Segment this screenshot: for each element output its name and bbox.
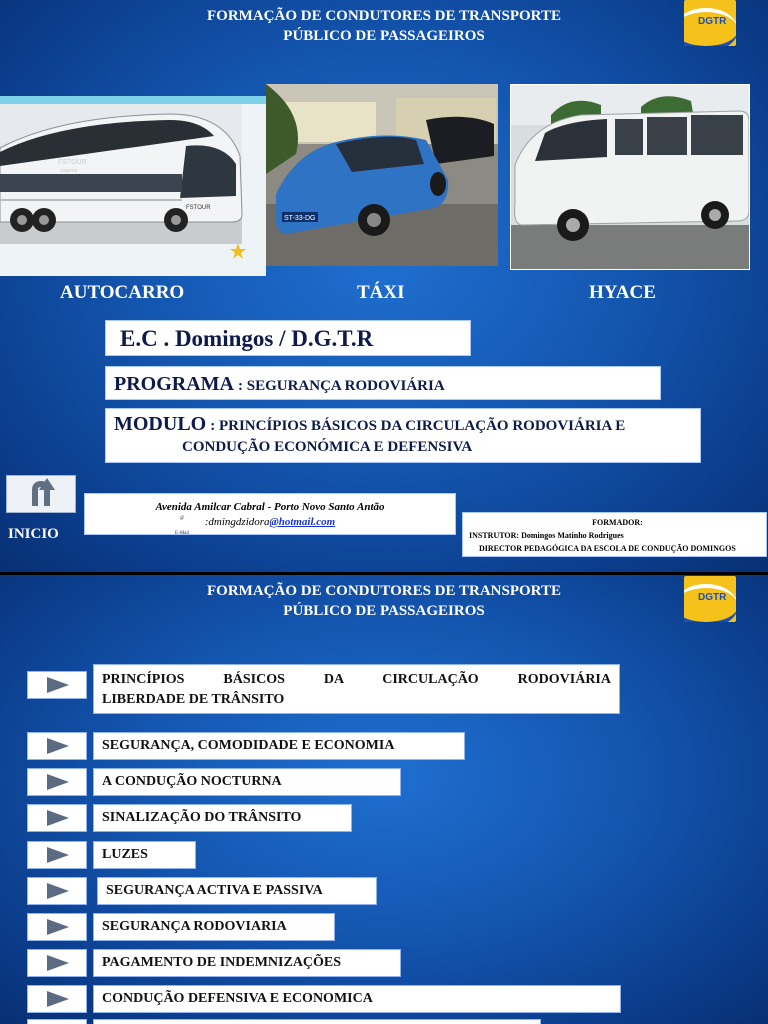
modulo-line-2: CONDUÇÃO ECONÓMICA E DEFENSIVA bbox=[182, 439, 473, 455]
inicio-button[interactable] bbox=[6, 475, 76, 513]
formador-box bbox=[462, 512, 767, 557]
logo-text: DGTR bbox=[698, 16, 727, 27]
slide-index bbox=[0, 575, 768, 1024]
menu-item-seguranca-comodidade[interactable]: SEGURANÇA, COMODIDADE E ECONOMIA bbox=[93, 732, 465, 760]
menu-item-seguranca-activa[interactable]: SEGURANÇA ACTIVA E PASSIVA bbox=[97, 877, 377, 905]
bus-brand: FSTOUR bbox=[58, 159, 87, 166]
email-link[interactable]: @hotmail.com bbox=[269, 516, 336, 528]
item-arrow-button[interactable] bbox=[27, 949, 87, 977]
bus-brand-sub: viagens bbox=[60, 168, 78, 174]
taxi-plate: ST-33-DG bbox=[284, 215, 316, 222]
item-arrow-button[interactable] bbox=[27, 1019, 87, 1024]
inicio-label: INICIO bbox=[8, 526, 59, 542]
address-text: Avenida Amilcar Cabral - Porto Novo Santo Antão bbox=[155, 501, 385, 513]
menu-item-conducao-defensiva[interactable]: CONDUÇÃO DEFENSIVA E ECONOMICA bbox=[93, 985, 621, 1013]
item-arrow-button[interactable] bbox=[27, 985, 87, 1013]
item-line-2: LIBERDADE DE TRÂNSITO bbox=[102, 692, 285, 707]
item-arrow-button[interactable] bbox=[27, 841, 87, 869]
item-line-1: PRINCÍPIOS BÁSICOS DA CIRCULAÇÃO RODOVIÁRIA bbox=[102, 672, 611, 687]
email-prefix: :dmingdzidora bbox=[204, 516, 270, 528]
menu-item-sinalizacao[interactable]: SINALIZAÇÃO DO TRÂNSITO bbox=[93, 804, 352, 832]
item-arrow-button[interactable] bbox=[27, 913, 87, 941]
header-line-1: FORMAÇÃO DE CONDUTORES DE TRANSPORTE bbox=[207, 8, 561, 24]
logo-text: DGTR bbox=[698, 592, 727, 603]
programa-value: : SEGURANÇA RODOVIÁRIA bbox=[237, 378, 445, 394]
header-line-2: PÚBLICO DE PASSAGEIROS bbox=[283, 28, 485, 44]
author-name: E.C . Domingos / D.G.T.R bbox=[120, 326, 374, 351]
dgtr-logo bbox=[684, 576, 736, 622]
instrutor-text: INSTRUTOR: Domingos Matinho Rodrigues bbox=[469, 531, 624, 540]
item-arrow-button[interactable] bbox=[27, 671, 87, 699]
slide-header bbox=[0, 581, 768, 621]
header-line-2: PÚBLICO DE PASSAGEIROS bbox=[283, 603, 485, 619]
item-arrow-button[interactable] bbox=[27, 732, 87, 760]
bus-front-brand: FSTOUR bbox=[186, 205, 211, 211]
hyace-photo bbox=[510, 84, 750, 270]
formador-title: FORMADOR: bbox=[592, 518, 643, 527]
dgtr-logo bbox=[684, 0, 736, 46]
slide-header bbox=[0, 6, 768, 46]
menu-item-conducao-nocturna[interactable]: A CONDUÇÃO NOCTURNA bbox=[93, 768, 401, 796]
modulo-line-1: : PRINCÍPIOS BÁSICOS DA CIRCULAÇÃO RODOVIÁRIA E bbox=[210, 418, 626, 434]
item-arrow-button[interactable] bbox=[27, 804, 87, 832]
caption-autocarro: AUTOCARRO bbox=[60, 282, 185, 303]
address-box bbox=[84, 493, 456, 535]
modulo-label: MODULO bbox=[114, 413, 207, 435]
email-icon: @ E-Mail bbox=[175, 516, 190, 536]
item-arrow-button[interactable] bbox=[27, 768, 87, 796]
email-icon-text: E-Mail bbox=[175, 531, 190, 536]
programa-box bbox=[105, 366, 661, 400]
menu-item-indemnizacoes[interactable]: PAGAMENTO DE INDEMNIZAÇÕES bbox=[93, 949, 401, 977]
menu-item-luzes[interactable]: LUZES bbox=[93, 841, 196, 869]
taxi-photo bbox=[266, 84, 498, 266]
menu-item-seguranca-rodoviaria[interactable]: SEGURANÇA RODOVIARIA bbox=[93, 913, 335, 941]
programa-label: PROGRAMA bbox=[114, 373, 234, 395]
menu-item-next[interactable] bbox=[93, 1019, 541, 1024]
caption-hyace: HYACE bbox=[589, 282, 656, 303]
menu-item-principios[interactable] bbox=[93, 664, 620, 714]
director-text: DIRECTOR PEDAGÓGICA DA ESCOLA DE CONDUÇÃO DOMINGOS bbox=[479, 544, 736, 553]
header-line-1: FORMAÇÃO DE CONDUTORES DE TRANSPORTE bbox=[207, 583, 561, 599]
return-arrow-icon bbox=[7, 476, 75, 512]
item-arrow-button[interactable] bbox=[27, 877, 87, 905]
author-box bbox=[105, 320, 471, 356]
modulo-box bbox=[105, 408, 701, 463]
caption-taxi: TÁXI bbox=[357, 282, 405, 303]
bus-photo bbox=[0, 96, 266, 276]
